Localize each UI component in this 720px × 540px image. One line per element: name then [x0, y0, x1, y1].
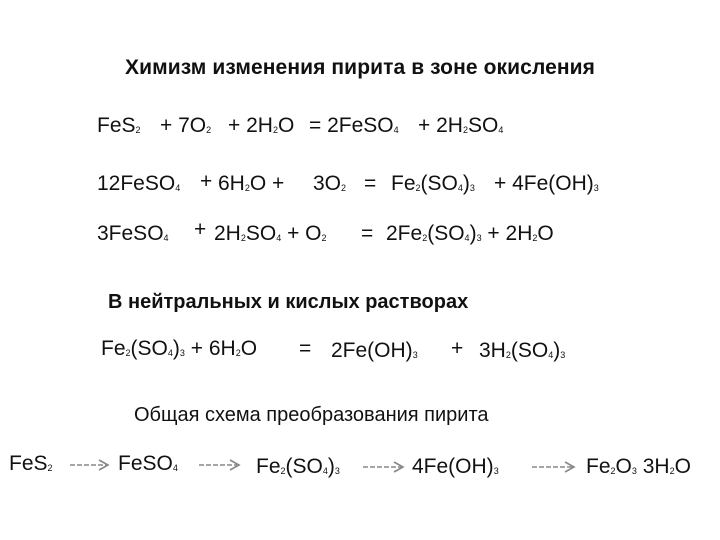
equation-term: +	[451, 337, 464, 360]
subscript-index: 2	[206, 125, 212, 135]
scheme-compound: FeSO$_4$	[118, 452, 178, 475]
subscript-index: 2	[235, 348, 241, 358]
equation-term: $Fe_2(SO_4)_3$	[391, 172, 475, 195]
equation-term: FeS$_2$	[97, 114, 141, 137]
equation-term: =	[299, 337, 312, 360]
subscript-index: 3	[469, 183, 475, 193]
equation-term: $2Fe(OH)_3$	[331, 339, 418, 362]
section-title: В нейтральных и кислых растворах	[108, 291, 469, 313]
equation-term: $3H_2(SO_4)_3$	[479, 339, 566, 362]
subscript-index: 4	[498, 125, 504, 135]
subscript-index: 2	[47, 463, 53, 473]
equation-term: =	[361, 222, 374, 245]
subscript-index: 2	[125, 348, 131, 358]
subscript-index: 3	[412, 350, 418, 360]
subscript-index: 2	[415, 183, 421, 193]
arrow-icon	[197, 458, 243, 472]
subscript-index: 4	[393, 125, 399, 135]
subscript-index: 4	[457, 183, 463, 193]
scheme-title: Общая схема преобразования пирита	[134, 404, 489, 426]
subscript-index: 3	[593, 183, 599, 193]
equation-term: $2Fe_2(SO_4)_3 + 2H_2O$	[386, 222, 554, 245]
equation-term: + $4Fe(OH)_3$	[494, 172, 599, 195]
subscript-index: 2	[505, 350, 511, 360]
arrow-icon	[361, 460, 407, 474]
subscript-index: 3	[631, 466, 637, 476]
scheme-compound: $Fe_2O_3$ $3H_2O$	[586, 455, 691, 478]
subscript-index: 4	[276, 233, 282, 243]
equation-term: $Fe_2(SO_4)_3 + 6H_2O$	[101, 337, 258, 360]
equation-term: $2H_2SO_4 + O_2$	[214, 222, 327, 245]
equation-term: 12FeSO$_4$	[97, 172, 181, 195]
subscript-index: 3	[334, 466, 340, 476]
subscript-index: 2	[321, 233, 327, 243]
subscript-index: 4	[163, 233, 169, 243]
subscript-index: 2	[341, 183, 347, 193]
subscript-index: 3	[179, 348, 185, 358]
equation-term: $3O_2$	[313, 172, 347, 195]
subscript-index: 4	[175, 183, 181, 193]
subscript-index: 3	[476, 233, 482, 243]
subscript-index: 2	[422, 233, 428, 243]
subscript-index: 2	[244, 183, 250, 193]
subscript-index: 2	[272, 125, 278, 135]
equation-term: $6H_2O$ +	[218, 172, 285, 195]
subscript-index: 4	[548, 350, 554, 360]
scheme-compound: $Fe_2(SO_4)_3$	[256, 455, 340, 478]
subscript-index: 2	[669, 466, 675, 476]
equation-term: + $7O_2$	[160, 114, 212, 137]
subscript-index: 2	[240, 233, 246, 243]
subscript-index: 3	[560, 350, 566, 360]
subscript-index: 4	[322, 466, 328, 476]
subscript-index: 4	[172, 463, 178, 473]
subscript-index: 2	[462, 125, 468, 135]
scheme-compound: $4Fe(OH)_3$	[412, 455, 499, 478]
equation-term: 3FeSO$_4$	[97, 222, 169, 245]
subscript-index: 2	[532, 233, 538, 243]
scheme-compound: FeS$_2$	[9, 452, 53, 475]
subscript-index: 2	[135, 125, 141, 135]
subscript-index: 2	[610, 466, 616, 476]
subscript-index: 4	[464, 233, 470, 243]
arrow-icon	[530, 460, 578, 474]
equation-term: + $2H_2O$	[228, 114, 295, 137]
subscript-index: 4	[167, 348, 173, 358]
subscript-index: 2	[280, 466, 286, 476]
equation-term: = 2FeSO$_4$	[309, 114, 399, 137]
equation-term: +	[200, 170, 213, 193]
equation-term: =	[364, 172, 377, 195]
equation-term: + $2H_2SO_4$	[418, 114, 504, 137]
page-title: Химизм изменения пирита в зоне окисления	[124, 56, 596, 79]
equation-term: +	[194, 218, 207, 241]
arrow-icon	[68, 458, 112, 472]
subscript-index: 3	[493, 466, 499, 476]
